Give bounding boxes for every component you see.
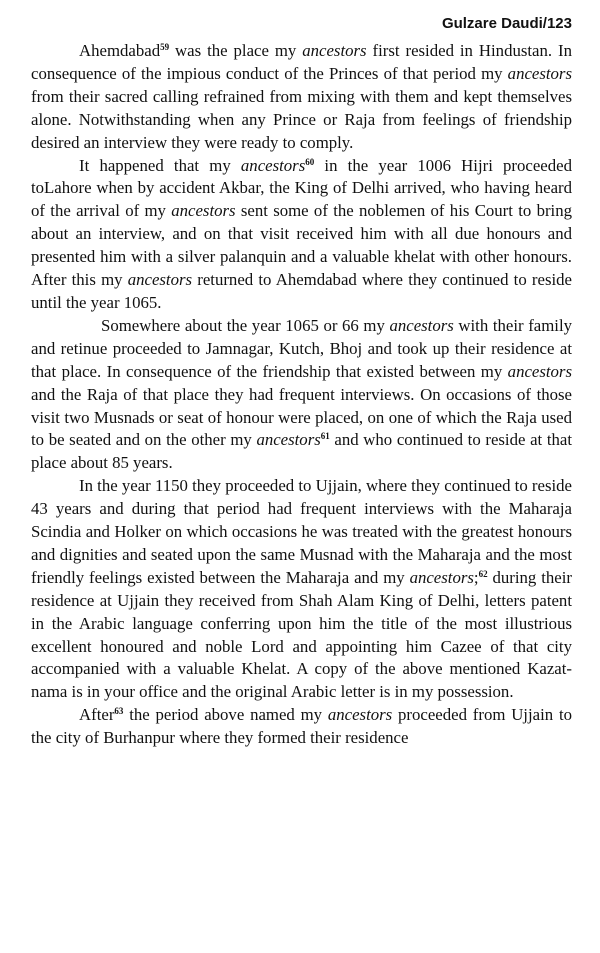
text-run: proceeded from Ujjain to the city of Burhanpur where they formed their residence: [31, 705, 572, 748]
text-run: the period above named my: [123, 705, 328, 725]
footnote-ref: 61: [320, 431, 330, 442]
emphasis-text: ancestors: [302, 41, 367, 60]
text-run: Ahemdabad: [79, 41, 161, 60]
footnote-ref: 63: [114, 706, 124, 717]
emphasis-text: ancestors: [327, 705, 393, 725]
paragraph: [31, 155, 572, 315]
text-run: with their family and retinue proceeded to Jamnagar, Kutch, Bhoj and took up their residence at that place. In consequence of the friendship that existed between my: [31, 315, 572, 381]
text-run: It happened that my: [79, 155, 241, 175]
paragraph: [31, 704, 572, 750]
text-run: returned to Ahemdabad where they continued to reside until the year 1065.: [31, 270, 572, 312]
emphasis-text: ancestors: [507, 361, 572, 381]
emphasis-text: ancestors: [171, 201, 236, 221]
text-run: In the year 1150 they proceeded to Ujjain, where they continued to reside 43 years and during that period had frequent interviews with the Maharaja Scindia and Holker on which occasions he was treated with the greatest honours and dignities and seated upon the same Musnad with the Maharaja and the most friendly feelings existed between the Maharaja and my: [31, 476, 572, 587]
paragraph: [31, 315, 572, 475]
text-run: and who continued to reside at that place about 85 years.: [31, 430, 572, 473]
emphasis-text: ancestors: [389, 315, 454, 335]
text-run: Somewhere about the year 1065 or 66 my: [101, 315, 390, 335]
text-run: in the year 1006 Hijri proceeded toLahore when by accident Akbar, the King of Delhi arrived, who having heard of the arrival of my: [31, 155, 572, 221]
text-run: during their residence at Ujjain they received from Shah Alam King of Delhi, letters patent in the Arabic language conferring upon him the title of the most illustrious excellent honoured and noble Lord and appointing him Cazee of that city accompanied with a valuable Khelat. A copy of the above mentioned Kazat-nama is in your office and the original Arabic letter is in my possession.: [31, 567, 572, 702]
emphasis-text: ancestors: [127, 270, 193, 290]
text-run: ;: [473, 567, 479, 587]
paragraph: [31, 40, 572, 155]
emphasis-text: ancestors: [507, 63, 572, 83]
footnote-ref: 62: [478, 568, 488, 579]
paragraph: [31, 475, 572, 704]
text-run: sent some of the noblemen of his Court to bring about an interview, and on that visit received him with all due honours and presented him with a silver palanquin and a valuable khelat with other honours. After this my: [31, 201, 573, 290]
footnote-ref: 59: [160, 42, 170, 52]
emphasis-text: ancestors: [240, 155, 306, 175]
footnote-ref: 60: [305, 156, 315, 167]
text-run: first resided in Hindustan. In consequence of the impious conduct of the Princes of that period my: [31, 41, 572, 83]
body-text: [31, 40, 572, 750]
text-run: and the Raja of that place they had frequent interviews. On occasions of those visit two Musnads or seat of honour were placed, on one of which the Raja used to be seated and on the other my: [31, 384, 572, 450]
text-run: was the place my: [169, 41, 303, 60]
emphasis-text: ancestors: [256, 430, 321, 450]
running-head: Gulzare Daudi/123: [441, 15, 572, 32]
emphasis-text: ancestors: [409, 567, 474, 587]
text-run: After: [79, 705, 115, 725]
text-run: from their sacred calling refrained from mixing with them and kept themselves alone. Notwithstanding when any Prince or Raja from feelings of friendship desired an interview they were ready to comply.: [31, 86, 572, 152]
